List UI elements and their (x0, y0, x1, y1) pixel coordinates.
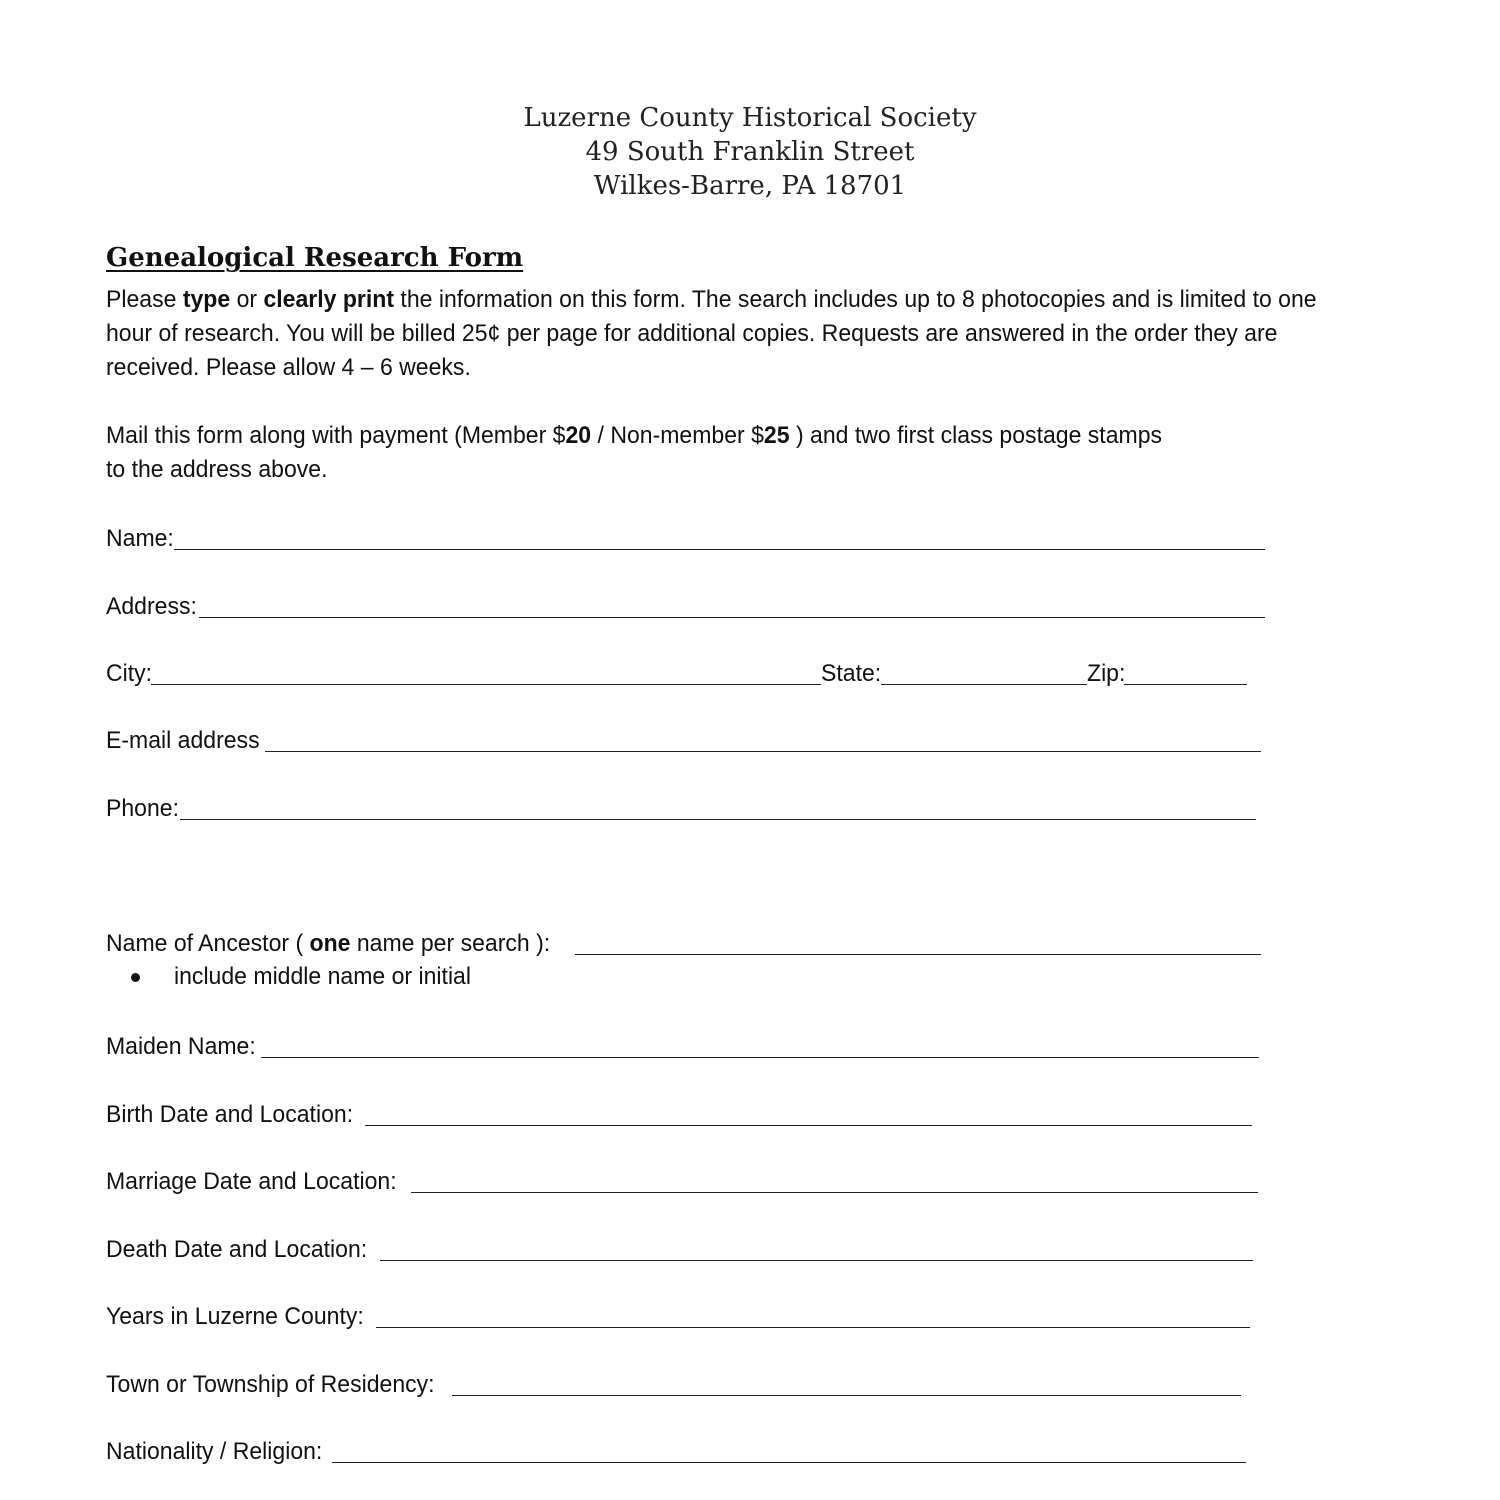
ancestor-hint (128, 961, 490, 993)
street-address: 49 South Franklin Street (585, 137, 915, 167)
city-label: City: (106, 660, 153, 687)
birth-row (106, 1096, 1252, 1130)
instructions-line-3: received. Please allow 4 – 6 weeks. (106, 354, 471, 381)
text: ) and two first class postage stamps (789, 422, 1163, 449)
email-input[interactable] (265, 729, 1261, 752)
payment-paragraph (106, 419, 1328, 487)
text: Mail this form along with payment (Member $ (106, 422, 566, 449)
state-input[interactable] (881, 662, 1087, 685)
text: name per search ): (350, 930, 551, 957)
phone-label: Phone: (106, 795, 179, 822)
maiden-label: Maiden Name: (106, 1033, 256, 1060)
maiden-row (106, 1028, 1259, 1062)
ancestor-row (106, 925, 1261, 959)
text: the information on this form. The search includes up to 8 photocopies and is limited to one (394, 286, 1317, 313)
phone-row (106, 790, 1256, 824)
phone-input[interactable] (180, 797, 1256, 820)
letterhead (0, 101, 1500, 203)
name-label: Name: (106, 525, 174, 552)
birth-input[interactable] (365, 1103, 1252, 1126)
town-row (106, 1366, 1241, 1400)
payment-line-2: to the address above. (106, 456, 328, 483)
state-label: State: (821, 660, 882, 687)
death-label: Death Date and Location: (106, 1236, 368, 1263)
ancestor-input[interactable] (575, 932, 1261, 955)
nationality-label: Nationality / Religion: (106, 1438, 323, 1465)
form-title: Genealogical Research Form (106, 243, 524, 273)
city-state-zip-row (106, 655, 1247, 689)
instructions-paragraph (106, 283, 1328, 385)
instructions-line-1 (106, 283, 1328, 317)
city-state-zip: Wilkes-Barre, PA 18701 (593, 171, 907, 201)
instructions-line-2: hour of research. You will be billed 25¢ per page for additional copies. Requests are answered in the order they are (106, 320, 1278, 347)
emphasis-type: type (182, 286, 231, 313)
zip-label: Zip: (1087, 660, 1126, 687)
ancestor-label (106, 929, 550, 959)
marriage-input[interactable] (411, 1170, 1258, 1193)
birth-label: Birth Date and Location: (106, 1101, 354, 1128)
years-label: Years in Luzerne County: (106, 1303, 364, 1330)
text: or (230, 286, 264, 313)
name-input[interactable] (174, 527, 1265, 550)
address-label: Address: (106, 593, 197, 620)
town-label: Town or Township of Residency: (106, 1371, 435, 1398)
email-label: E-mail address (106, 727, 260, 754)
address-input[interactable] (199, 595, 1265, 618)
emphasis-clearly-print: clearly print (263, 286, 395, 313)
death-input[interactable] (380, 1238, 1253, 1261)
address-row (106, 588, 1265, 622)
ancestor-hint-text: include middle name or initial (174, 963, 471, 990)
zip-input[interactable] (1124, 662, 1247, 685)
years-input[interactable] (376, 1305, 1250, 1328)
marriage-label: Marriage Date and Location: (106, 1168, 397, 1195)
text: / Non-member $ (591, 422, 764, 449)
nationality-row (106, 1433, 1246, 1467)
city-input[interactable] (151, 662, 821, 685)
maiden-input[interactable] (261, 1035, 1259, 1058)
email-row (106, 722, 1261, 756)
text: Name of Ancestor ( (106, 930, 310, 957)
years-row (106, 1298, 1250, 1332)
payment-line-1 (106, 419, 1328, 453)
org-name: Luzerne County Historical Society (523, 103, 977, 133)
nonmember-fee: 25 (763, 422, 790, 449)
death-row (106, 1231, 1253, 1265)
member-fee: 20 (565, 422, 592, 449)
nationality-input[interactable] (332, 1440, 1246, 1463)
emphasis-one: one (309, 930, 351, 957)
text: Please (106, 286, 183, 313)
town-input[interactable] (452, 1373, 1241, 1396)
name-row (106, 520, 1265, 554)
marriage-row (106, 1163, 1258, 1197)
bullet-icon (131, 973, 140, 982)
